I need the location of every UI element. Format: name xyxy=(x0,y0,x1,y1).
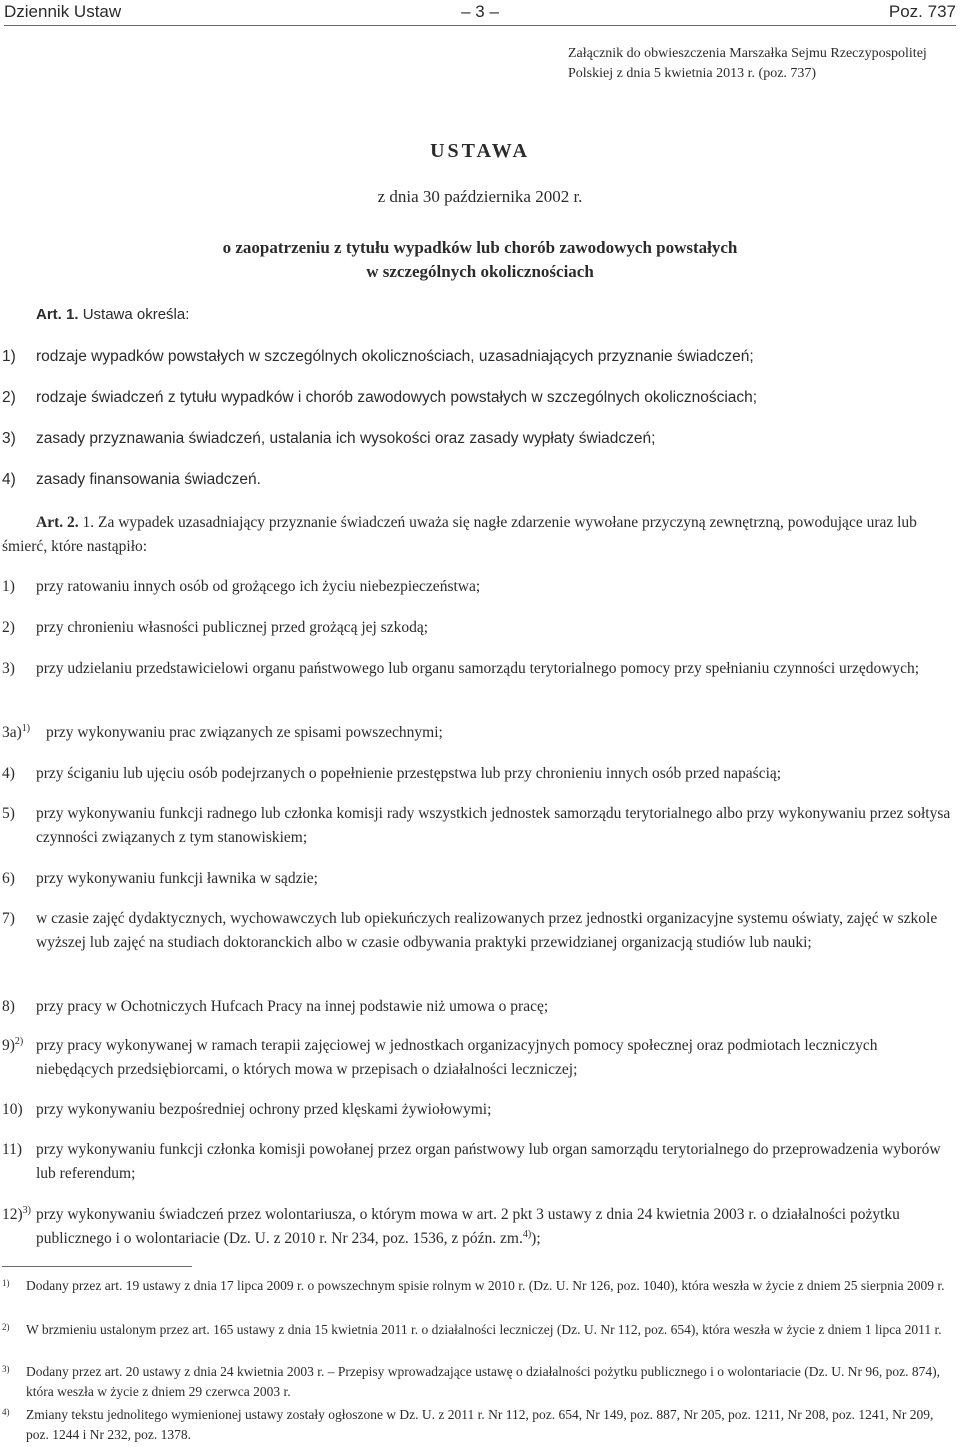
footnote xyxy=(2,1362,958,1402)
art2-item xyxy=(2,575,958,599)
art2-item-text xyxy=(36,1203,958,1251)
footnote-num: 4) xyxy=(2,1407,10,1417)
art2-item-num: 8) xyxy=(2,998,15,1015)
art1-item xyxy=(2,468,958,492)
page-header xyxy=(4,0,956,26)
art1-item xyxy=(2,345,958,369)
art2-item-text: przy ściganiu lub ujęciu osób podejrzanych o popełnienie przestępstwa lub przy chronieniu innych osób przed napaścią; xyxy=(36,765,782,782)
art1-item-num: 2) xyxy=(2,389,16,406)
art2-item-num: 5) xyxy=(2,805,15,822)
footnote-text: Dodany przez art. 20 ustawy z dnia 24 kwietnia 2003 r. – Przepisy wprowadzające ustawę o działalności pożytku publicznego i o wolontariacie (Dz. U. Nr 96, poz. 874), która weszła w życie z dniem 29 czerwca 2003 r. xyxy=(26,1364,940,1399)
header-rule xyxy=(4,25,956,26)
art1-item-text: zasady finansowania świadczeń. xyxy=(36,471,261,488)
art1-item-text: zasady przyznawania świadczeń, ustalania ich wysokości oraz zasady wypłaty świadczeń; xyxy=(36,430,656,447)
art2-item-num: 3) xyxy=(2,660,15,677)
art2-item-num: 2) xyxy=(2,619,15,636)
page-number: – 3 – xyxy=(461,2,499,21)
art1-item-num: 1) xyxy=(2,348,16,365)
footnote-text: Dodany przez art. 19 ustawy z dnia 17 lipca 2009 r. o powszechnym spisie rolnym w 2010 r. (Dz. U. Nr 126, poz. 1040), która weszła w życie z dniem 25 sierpnia 2009 r. xyxy=(26,1278,945,1293)
art1-label: Art. 1. xyxy=(36,306,79,323)
art1-item xyxy=(2,386,958,410)
art2-item-text-main: przy wykonywaniu świadczeń przez wolontariusza, o którym mowa w art. 2 pkt 3 ustawy z dnia 24 kwietnia 2003 r. o działalności pożytku publicznego i o wolontariacie (Dz. U. z 2010 r. Nr 234, poz. 1536, z późn. zm. xyxy=(36,1206,900,1247)
footnote-num: 1) xyxy=(2,1278,10,1288)
art2-item-text-end: ); xyxy=(531,1230,541,1247)
art1-intro: Ustawa określa: xyxy=(82,306,190,323)
art2-item-text: przy pracy wykonywanej w ramach terapii zajęciowej w jednostkach organizacyjnych pomocy społecznej oraz podmiotach leczniczych niebędących przedsiębiorcami, o których mowa w przepisach o działalności leczniczej; xyxy=(36,1037,878,1078)
art2-item-num-label: 12) xyxy=(2,1206,23,1223)
art2-item xyxy=(2,802,958,850)
art2-item-text: przy udzielaniu przedstawicielowi organu państwowego lub organu samorządu terytorialnego pomocy przy spełnianiu czynności urzędowych; xyxy=(36,660,920,677)
art2-item-num: 7) xyxy=(2,910,15,927)
art1-item-text: rodzaje świadczeń z tytułu wypadków i chorób zawodowych powstałych w szczególnych okolicznościach; xyxy=(36,389,758,406)
art2-intro-paragraph xyxy=(2,511,958,559)
art2-label: Art. 2. xyxy=(36,514,79,531)
art2-item xyxy=(2,1034,958,1082)
act-subject-line2: w szczególnych okolicznościach xyxy=(366,262,594,281)
art2-item-text: przy wykonywaniu funkcji radnego lub członka komisji rady wszystkich jednostek samorządu terytorialnego albo przy wykonywaniu przez sołtysa czynności związanych z tym stanowiskiem; xyxy=(36,805,951,846)
art2-item-num: 4) xyxy=(2,765,15,782)
art2-item-text: przy ratowaniu innych osób od grożącego ich życiu niebezpieczeństwa; xyxy=(36,578,481,595)
art2-item-num xyxy=(2,1034,23,1058)
art1-item xyxy=(2,427,958,451)
art1-heading xyxy=(36,306,189,323)
art2-item xyxy=(2,721,958,745)
art2-item-num-label: 3a) xyxy=(2,724,22,741)
footnote xyxy=(2,1320,958,1340)
art2-item-num: 1) xyxy=(2,578,15,595)
art2-item-num-label: 9) xyxy=(2,1037,15,1054)
art2-item xyxy=(2,995,958,1019)
art2-item-num xyxy=(2,721,30,745)
art1-item-text: rodzaje wypadków powstałych w szczególnych okolicznościach, uzasadniających przyznanie świadczeń; xyxy=(36,348,754,365)
footnote-ref: 3) xyxy=(22,1204,32,1216)
art2-para-num: 1. xyxy=(82,514,95,531)
art2-item-text: przy wykonywaniu funkcji członka komisji powołanej przez organ państwowy lub organ samorządu terytorialnego do przeprowadzenia wyborów lub referendum; xyxy=(36,1141,941,1182)
art2-item xyxy=(2,907,958,955)
footnote-num: 3) xyxy=(2,1364,10,1374)
art2-item-num: 11) xyxy=(2,1141,23,1158)
footnote-rule xyxy=(2,1266,192,1267)
art1-item-num: 4) xyxy=(2,471,16,488)
art2-item xyxy=(2,616,958,640)
footnote-ref: 1) xyxy=(21,722,31,734)
art2-item xyxy=(2,867,958,891)
journal-name: Dziennik Ustaw xyxy=(4,2,122,21)
art2-item xyxy=(2,1138,958,1186)
art2-item-num: 10) xyxy=(2,1101,23,1118)
act-subject xyxy=(0,236,960,284)
act-type-heading: USTAWA xyxy=(430,140,530,162)
art2-item-text: przy wykonywaniu funkcji ławnika w sądzie; xyxy=(36,870,318,887)
footnote-text: W brzmieniu ustalonym przez art. 165 ustawy z dnia 15 kwietnia 2011 r. o działalności leczniczej (Dz. U. Nr 112, poz. 654), która weszła w życie z dniem 1 lipca 2011 r. xyxy=(26,1322,942,1337)
art2-intro: Za wypadek uzasadniający przyznanie świadczeń uważa się nagłe zdarzenie wywołane przyczyną zewnętrzną, powodujące uraz lub śmierć, które nastąpiło: xyxy=(2,514,917,555)
footnote xyxy=(2,1276,958,1296)
art1-item-num: 3) xyxy=(2,430,16,447)
annex-note: Załącznik do obwieszczenia Marszałka Sejmu Rzeczypospolitej Polskiej z dnia 5 kwietnia 2013 r. (poz. 737) xyxy=(568,46,927,81)
art2-item-text: przy pracy w Ochotniczych Hufcach Pracy na innej podstawie niż umowa o pracę; xyxy=(36,998,549,1015)
footnote-num: 2) xyxy=(2,1322,10,1332)
act-subject-line1: o zaopatrzeniu z tytułu wypadków lub chorób zawodowych powstałych xyxy=(222,238,738,257)
footnote-text: Zmiany tekstu jednolitego wymienionej ustawy zostały ogłoszone w Dz. U. z 2011 r. Nr 112, poz. 654, Nr 149, poz. 887, Nr 205, poz. 1211, Nr 208, poz. 1241, Nr 209, poz. 1244 i Nr 232, poz. 1378. xyxy=(26,1407,934,1442)
art2-item-text: przy wykonywaniu bezpośredniej ochrony przed klęskami żywiołowymi; xyxy=(36,1101,492,1118)
footnote-ref: 2) xyxy=(14,1035,24,1047)
art2-item xyxy=(2,657,958,681)
art2-item-text: przy chronieniu własności publicznej przed grożącą jej szkodą; xyxy=(36,619,429,636)
art2-item xyxy=(2,762,958,786)
art2-item xyxy=(2,1203,958,1251)
art2-item-text: przy wykonywaniu prac związanych ze spisami powszechnymi; xyxy=(46,724,443,741)
art2-item-text: w czasie zajęć dydaktycznych, wychowawczych lub opiekuńczych realizowanych przez jednostki organizacyjne systemu oświaty, zajęć w szkole wyższej lub zajęć na studiach doktoranckich albo w czasie odbywania praktyki przewidzianej organizacją studiów lub nauki; xyxy=(36,910,938,951)
act-date: z dnia 30 października 2002 r. xyxy=(377,187,583,206)
art2-item-num: 6) xyxy=(2,870,15,887)
art2-item xyxy=(2,1098,958,1122)
footnote-ref: 4) xyxy=(522,1228,532,1240)
footnote xyxy=(2,1405,958,1445)
position-number: Poz. 737 xyxy=(888,2,956,21)
art2-item-num xyxy=(2,1203,31,1227)
